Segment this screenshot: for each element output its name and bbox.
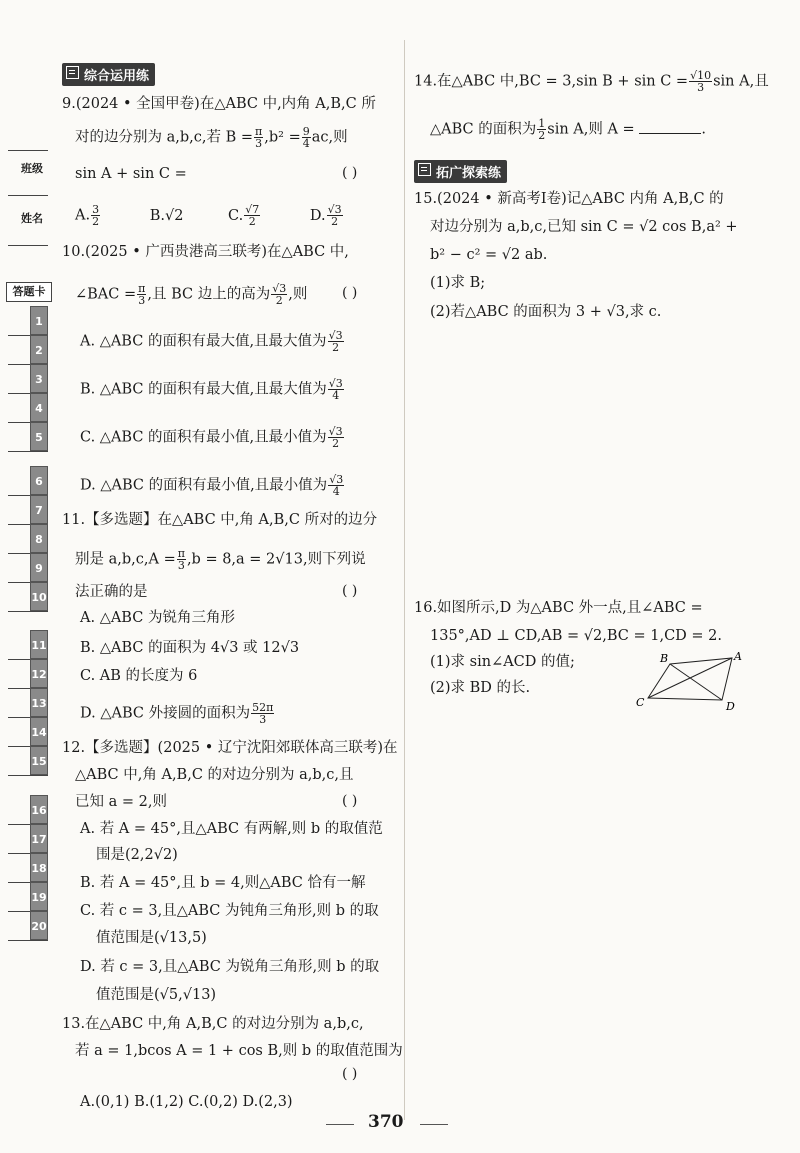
q12-answer-paren: ( ) [342,793,358,809]
answer-card-cell: 10 [30,582,48,611]
q10-answer-paren: ( ) [342,285,358,301]
q11-line2: 别是 a,b,c,A = $\frac{\pi}{3}$ ,b = 8,a = 2√13,则下列说 [75,547,366,572]
q12-line2: △ABC 中,角 A,B,C 的对边分别为 a,b,c,且 [75,767,354,783]
notebook-icon [418,163,431,176]
vertex-label-c: C [636,696,645,709]
answer-card-cell: 2 [30,335,48,364]
q16-line2: 135°,AD ⊥ CD,AB = √2,BC = 1,CD = 2. [430,628,723,644]
q13-line1: 13.在△ABC 中,角 A,B,C 的对边分别为 a,b,c, [62,1016,364,1032]
answer-card-rule [8,940,48,941]
section-extended-header [414,160,507,183]
diagonal-bd [670,664,722,700]
answer-card-cell: 3 [30,364,48,393]
sidebar-rule [8,195,48,196]
answer-blank [639,119,701,134]
answer-card-cell: 20 [30,911,48,940]
q11-option-a: A. △ABC 为锐角三角形 [80,610,235,626]
sidebar-rule [8,245,48,246]
q11-line1: 11.【多选题】在△ABC 中,角 A,B,C 所对的边分 [62,512,378,528]
q9-line2: 对的边分别为 a,b,c,若 B = $\frac{\pi}{3}$ ,b² = $\frac{9}{4}$ ac,则 [75,125,348,150]
q12-option-c1: C. 若 c = 3,且△ABC 为钝角三角形,则 b 的取 [80,903,379,919]
name-label: 姓名 [21,212,43,225]
answer-card-rule [8,451,48,452]
q14-line2: △ABC 的面积为 $\frac{1}{2}$ sin A,则 A = . [430,117,706,142]
answer-card-cell: 15 [30,746,48,775]
answer-card-cell: 9 [30,553,48,582]
q9-line1: 9.(2024 • 全国甲卷)在△ABC 中,内角 A,B,C 所 [62,96,376,112]
answer-card-cell: 5 [30,422,48,451]
answer-card-rule [8,611,48,612]
answer-card-cell: 7 [30,495,48,524]
column-divider [404,40,405,1120]
answer-card-cell: 17 [30,824,48,853]
q15-line3: b² − c² = √2 ab. [430,247,548,263]
q10-option-a: A. △ABC 的面积有最大值,且最大值为 $\frac{√3}{2}$ [80,329,343,354]
q16-sub1: (1)求 sin∠ACD 的值; [430,654,575,670]
section-title: 拓广探索练 [436,166,502,181]
page-number: 370 [368,1112,404,1132]
q13-answer-paren: ( ) [342,1066,358,1082]
vertex-label-b: B [660,652,669,665]
section-title: 综合运用练 [84,69,150,84]
q16-figure [632,648,750,714]
q15-line2: 对边分别为 a,b,c,已知 sin C = √2 cos B,a² + [430,219,738,235]
q12-option-a2: 围是(2,2√2) [96,847,178,863]
answer-card-cell: 6 [30,466,48,495]
q10-line1: 10.(2025 • 广西贵港高三联考)在△ABC 中, [62,244,349,260]
q15-sub2: (2)若△ABC 的面积为 3 + √3,求 c. [430,304,662,320]
q11-option-b: B. △ABC 的面积为 4√3 或 12√3 [80,640,300,656]
q9-line3: sin A + sin C = [75,166,187,182]
q12-line3: 已知 a = 2,则 [75,794,167,810]
section-comprehensive-header [62,63,155,86]
q16-line1: 16.如图所示,D 为△ABC 外一点,且∠ABC = [414,600,703,616]
vertex-label-d: D [726,700,735,713]
q9-answer-paren: ( ) [342,165,358,181]
class-label: 班级 [21,162,43,175]
answer-card-cell: 12 [30,659,48,688]
answer-card-cell: 16 [30,795,48,824]
answer-card-cell: 4 [30,393,48,422]
answer-card-cell: 18 [30,853,48,882]
q10-line2: ∠BAC = $\frac{\pi}{3}$ ,且 BC 边上的高为 $\frac{√3}{2}$ ,则 [75,282,308,307]
q12-option-c2: 值范围是(√13,5) [96,930,207,946]
q10-option-d: D. △ABC 的面积有最小值,且最小值为 $\frac{√3}{4}$ [80,473,344,498]
answer-card-cell: 14 [30,717,48,746]
q9-options: A. $\frac{3}{2}$ B.√2 C. $\frac{√7}{2}$ D. $\frac{√3}{2}$ [75,203,342,228]
fraction: $\frac{9}{4}$ [302,125,310,150]
q15-line1: 15.(2024 • 新高考Ⅰ卷)记△ABC 内角 A,B,C 的 [414,191,724,207]
q10-option-b: B. △ABC 的面积有最大值,且最大值为 $\frac{√3}{4}$ [80,377,343,402]
answer-card-cell: 8 [30,524,48,553]
q12-line1: 12.【多选题】(2025 • 辽宁沈阳郊联体高三联考)在 [62,740,398,756]
answer-card-cell: 19 [30,882,48,911]
sidebar-rule [8,150,48,151]
q11-answer-paren: ( ) [342,583,358,599]
answer-card-rule [8,775,48,776]
answer-card-label: 答题卡 [6,282,52,302]
q12-option-d2: 值范围是(√5,√13) [96,987,217,1003]
q13-line2: 若 a = 1,bcos A = 1 + cos B,则 b 的取值范围为 [75,1043,403,1059]
q12-option-d1: D. 若 c = 3,且△ABC 为锐角三角形,则 b 的取 [80,959,380,975]
answer-card-cell: 11 [30,630,48,659]
q14-line1: 14.在△ABC 中,BC = 3,sin B + sin C = $\frac{√10}{3}$ sin A,且 [414,69,769,94]
answer-card-cell: 1 [30,306,48,335]
notebook-icon [66,66,79,79]
q10-option-c: C. △ABC 的面积有最小值,且最小值为 $\frac{√3}{2}$ [80,425,343,450]
q13-options: A.(0,1) B.(1,2) C.(0,2) D.(2,3) [80,1094,293,1110]
q11-line3: 法正确的是 [75,584,148,600]
answer-card-cell: 13 [30,688,48,717]
q16-sub2: (2)求 BD 的长. [430,680,531,696]
fraction: $\frac{\pi}{3}$ [255,125,263,150]
q12-option-a1: A. 若 A = 45°,且△ABC 有两解,则 b 的取值范 [80,821,383,837]
q11-option-c: C. AB 的长度为 6 [80,668,198,684]
page-dash-right [420,1124,448,1125]
q15-sub1: (1)求 B; [430,275,486,291]
vertex-label-a: A [734,650,742,663]
q12-option-b: B. 若 A = 45°,且 b = 4,则△ABC 恰有一解 [80,875,366,891]
q11-option-d: D. △ABC 外接圆的面积为 $\frac{52\pi}{3}$ [80,701,274,726]
page-dash-left [326,1124,354,1125]
